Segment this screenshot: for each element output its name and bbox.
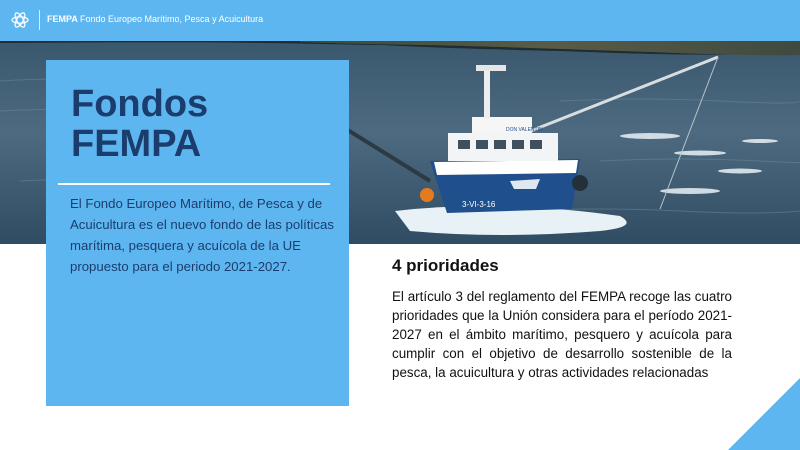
header-title: Fondo Europeo Marítimo, Pesca y Acuicultura	[80, 14, 264, 24]
boat-registration-mark: 3-VI-3-16	[462, 200, 496, 209]
card-description: El Fondo Europeo Marítimo, de Pesca y de Acuicultura es el nuevo fondo de las políticas marítima, pesquera y acuícola de la UE propuesto para el periodo 2021-2027.	[70, 196, 334, 274]
atom-logo-icon	[10, 11, 30, 29]
priorities-heading: 4 prioridades	[392, 256, 499, 275]
priorities-text: El artículo 3 del reglamento del FEMPA recoge las cuatro prioridades que la Unión considera para el período 2021-2027 en el ámbito marítimo, pesquero y acuícola para cumplir con el objetivo de desarrollo sostenible de la pesca, la acuicultura y otras actividades relacionadas	[392, 289, 732, 380]
card-divider	[58, 183, 330, 185]
header-bar	[0, 0, 800, 41]
corner-accent-triangle	[728, 378, 800, 450]
boat-name-mark: DON VALENTIN	[506, 127, 543, 133]
header-brand: FEMPA	[47, 14, 78, 24]
fondos-card	[46, 60, 349, 406]
header-divider	[39, 10, 40, 30]
card-title: Fondos FEMPA	[71, 83, 209, 165]
